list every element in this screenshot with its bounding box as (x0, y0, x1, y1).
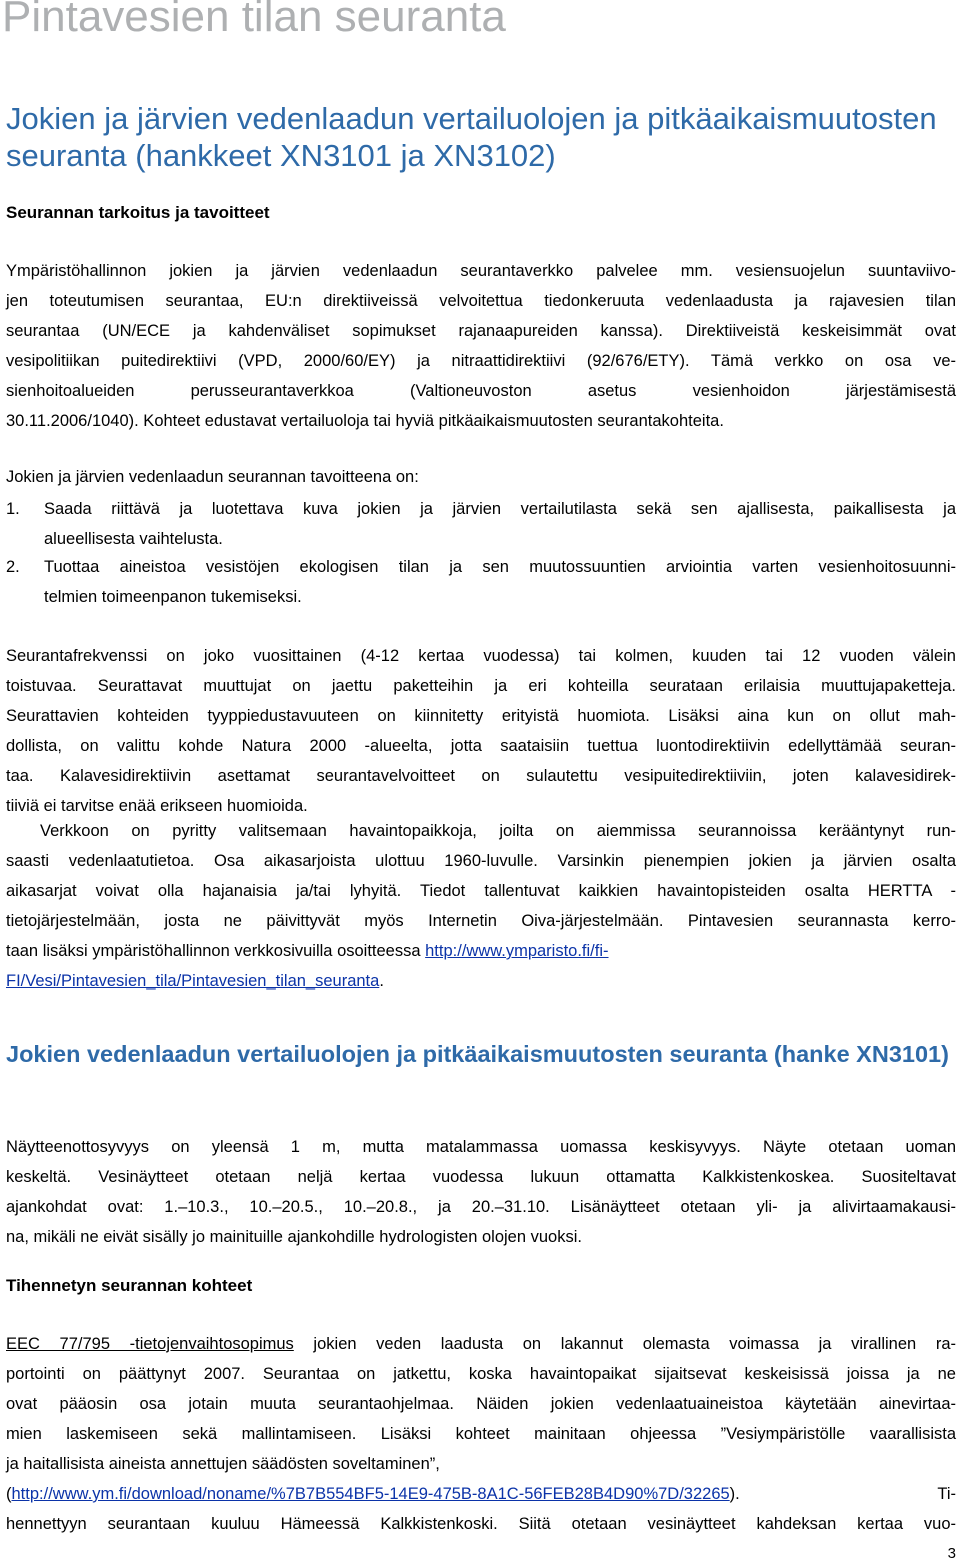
text-line: keskeltä. Vesinäytteet otetaan neljä kertaa vuodessa lukuun ottamatta Kalkkistenkoskea. Suositeltavat (6, 1168, 956, 1186)
text-line: portointi on päättynyt 2007. Seurantaa on jatkettu, koska havaintopaikat sijaitsevat keskeisissä joissa ja ne (6, 1365, 956, 1383)
text-line: dollista, on valittu kohde Natura 2000 -alueelta, jotta saataisiin tuettua luontodirektiivin edellyttämää seuran- (6, 737, 956, 755)
text-line: jen toteutumisen seurantaa, EU:n direktiiveissä velvoitettua tiedonkeruuta vedenlaadusta ja rajavesien tilan (6, 292, 956, 310)
text-line: toistuvaa. Seurattavat muuttujat on jaettu paketteihin ja eri kohteilla seurataan erilaisia muuttujapaketteja. (6, 677, 956, 695)
text-segment: ). Ti- (729, 1485, 956, 1503)
goal-item (6, 494, 956, 554)
text-line: hennettyyn seurantaan kuuluu Hämeessä Kalkkistenkoski. Siitä otetaan vesinäytteet kahdeksan kertaa vuo- (6, 1515, 956, 1533)
text-line: saasti vedenlaatutietoa. Osa aikasarjoista ulottuu 1960-luvulle. Varsinkin pienempien jokien ja järvien osalta (6, 852, 956, 870)
text-segment: jokien veden laadusta on lakannut olemasta voimassa ja virallinen ra- (293, 1335, 956, 1353)
text-line: telmien toimeenpanon tukemiseksi. (44, 588, 302, 606)
page-number: 3 (947, 1545, 956, 1562)
page-title: Pintavesien tilan seuranta (2, 0, 506, 41)
text-line: tiiviä ei tarvitse enää erikseen huomioida. (6, 797, 308, 815)
text-line: na, mikäli ne eivät sisälly jo mainituille ajankohdille hydrologisten olojen vuoksi. (6, 1228, 582, 1246)
text-line: ovat pääosin osa jotain muuta seurantaohjelmaa. Näiden jokien vedenlaatuaineistoa käytetään ainevirtaa- (6, 1395, 956, 1413)
text-line: Tuottaa aineistoa vesistöjen ekologisen tilan ja sen muutossuuntien arviointia varten vesienhoitosuunni- (44, 558, 956, 576)
eec-agreement-link[interactable]: EEC 77/795 -tietojenvaihtosopimus (6, 1335, 294, 1353)
paragraph-purpose (6, 256, 956, 436)
link-ymparisto-url-part2[interactable]: FI/Vesi/Pintavesien_tila/Pintavesien_tilan_seuranta (6, 972, 380, 990)
link-ymparisto-url-part1[interactable]: http://www.ymparisto.fi/fi- (425, 942, 609, 960)
section-title-xn3101: Jokien vedenlaadun vertailuolojen ja pitkäaikaismuutosten seuranta (hanke XN3101) (6, 1041, 949, 1067)
text-line (6, 966, 956, 996)
text-line: Seurattavien kohteiden tyyppiedustavuuteen on kiinnitetty erityistä huomiota. Lisäksi aina kun on ollut mah- (6, 707, 956, 725)
text-line (6, 1329, 956, 1359)
text-line (6, 1479, 956, 1509)
text-line: Saada riittävä ja luotettava kuva jokien ja järvien vertailutilasta sekä sen ajallisesta, paikallisesta ja (44, 500, 956, 518)
text-line: ja haitallisista aineista annettujen säädösten soveltaminen”, (6, 1455, 440, 1473)
text-line: Verkkoon on pyritty valitsemaan havaintopaikkoja, joilta on aiemmissa seurannoissa kerääntynyt run- (40, 822, 956, 840)
text-segment: taan lisäksi ympäristöhallinnon verkkosivuilla osoitteessa (6, 942, 426, 960)
text-segment: ( (6, 1485, 12, 1503)
text-line: mien laskemiseen sekä mallintamiseen. Lisäksi kohteet mainitaan ohjeessa ”Vesiympäristölle vaarallisista (6, 1425, 956, 1443)
text-line (6, 936, 956, 966)
text-line: tietojärjestelmään, josta ne päivittyvät myös Internetin Oiva-järjestelmään. Pintavesien seurannasta kerro- (6, 912, 956, 930)
text-line: aikasarjat voivat olla hajanaisia ja/tai lyhyitä. Tiedot tallentuvat kaikkien havaintopisteiden osalta HERTTA - (6, 882, 956, 900)
heading-purpose: Seurannan tarkoitus ja tavoitteet (6, 203, 270, 222)
goals-intro: Jokien ja järvien vedenlaadun seurannan tavoitteena on: (6, 468, 419, 486)
text-line: ajankohdat ovat: 1.–10.3., 10.–20.5., 10.–20.8., ja 20.–31.10. Lisänäytteet otetaan yli- ja alivirtaamakausi- (6, 1198, 956, 1216)
paragraph-intensified (6, 1329, 956, 1539)
goal-number: 1. (6, 500, 20, 518)
section-title-reference-monitoring: Jokien ja järvien vedenlaadun vertailuolojen ja pitkäaikaismuutosten seuranta (hankkeet XN3101 ja XN3102) (6, 101, 937, 173)
goal-number: 2. (6, 558, 20, 576)
text-line: sienhoitoalueiden perusseurantaverkkoa (Valtioneuvoston asetus vesienhoidon järjestämisestä (6, 382, 956, 400)
paragraph-network (6, 816, 956, 996)
text-line: seurantaa (UN/ECE ja kahdenväliset sopimukset rajanaapureiden kanssa). Direktiiveistä keskeisimmät ovat (6, 322, 956, 340)
text-line: taa. Kalavesidirektiivin asettamat seurantavelvoitteet on sulautettu vesipuitedirektiiviin, joten kalavesidirek- (6, 767, 956, 785)
text-line: vesipolitiikan puitedirektiivi (VPD, 2000/60/EY) ja nitraattidirektiivi (92/676/ETY). Tämä verkko on osa ve- (6, 352, 956, 370)
heading-intensified-sites: Tihennetyn seurannan kohteet (6, 1276, 253, 1295)
link-ym-download[interactable]: http://www.ym.fi/download/noname/%7B7B554BF5-14E9-475B-8A1C-56FEB28B4D90%7D/32265 (11, 1485, 730, 1503)
text-line: Ympäristöhallinnon jokien ja järvien vedenlaadun seurantaverkko palvelee mm. vesiensuojelun suuntaviivo- (6, 262, 956, 280)
goal-item (6, 552, 956, 612)
text-line: Seurantafrekvenssi on joko vuosittainen (4-12 kertaa vuodessa) tai kolmen, kuuden tai 12 vuoden välein (6, 647, 956, 665)
paragraph-sampling (6, 1132, 956, 1252)
text-segment: . (379, 972, 384, 990)
paragraph-frequency (6, 641, 956, 821)
text-line: Näytteenottosyvyys on yleensä 1 m, mutta matalammassa uomassa keskisyvyys. Näyte otetaan uoman (6, 1138, 956, 1156)
text-line: 30.11.2006/1040). Kohteet edustavat vertailuoloja tai hyviä pitkäaikaismuutosten seurantakohteita. (6, 412, 724, 430)
text-line: alueellisesta vaihtelusta. (44, 530, 223, 548)
